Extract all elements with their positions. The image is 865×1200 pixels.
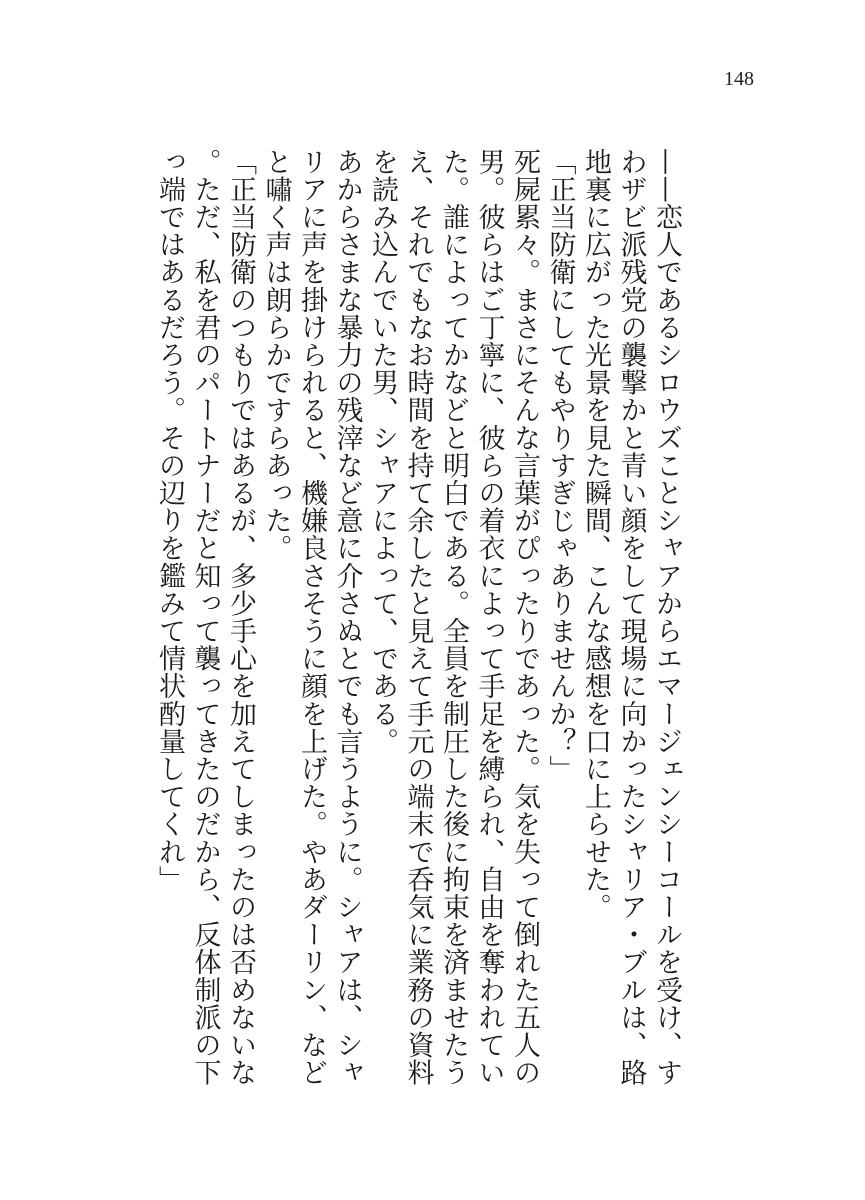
body-text bbox=[154, 148, 684, 1090]
paragraph-5: 「正当防衛のつもりではあるが、多少手心を加えてしまったのは否めないな。ただ、私を君のパートナーだと知って襲ってきたのだから、反体制派の下っ端ではあるだろう。その辺りを鑑みて情状酌量してくれ」 bbox=[154, 148, 256, 1087]
paragraph-4: あからさまな暴力の残滓など意に介さぬとでも言うように。シャアは、シャリアに声を掛けられると、機嫌良さそうに顔を上げた。やあダーリン、などと嘯く声は朗らかですらあった。 bbox=[260, 148, 363, 1087]
paragraph-3: 死屍累々。まさにそんな言葉がぴったりであった。気を失って倒れた五人の男。彼らはご丁寧に、彼らの着衣によって手足を縛られ、自由を奪われていた。誰によってかなどと明白である。全員を制圧した後に拘束を済ませたうえ、それでもなお時間を持て余したと見えて手元の端末で呑気に業務の資料を読み込んでいた男、シャアによって、である。 bbox=[367, 148, 540, 1087]
page-number: 148 bbox=[724, 68, 754, 90]
paragraph-1: ——恋人であるシロウズことシャアからエマージェンシーコールを受け、すわザビ派残党の襲撃かと青い顔をして現場に向かったシャリア・ブルは、路地裏に広がった光景を見た瞬間、こんな感想を口に上らせた。 bbox=[580, 148, 682, 1087]
paragraph-2: 「正当防衛にしてもやりすぎじゃありませんか？」 bbox=[544, 148, 576, 783]
